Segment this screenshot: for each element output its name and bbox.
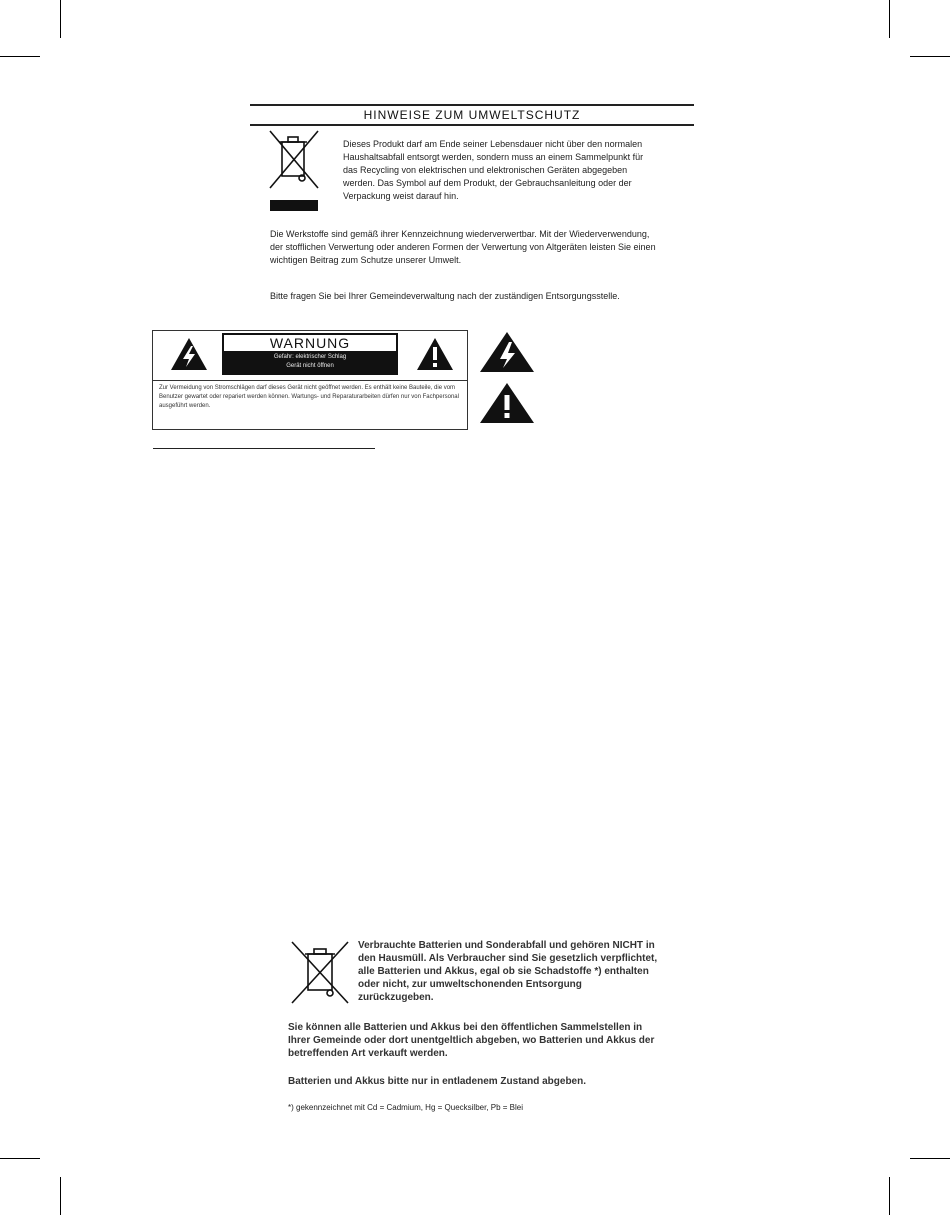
warning-body: Zur Vermeidung von Stromschlägen darf dieses Gerät nicht geöffnet werden. Es enthält keine Bauteile, die vom Benutzer gewartet oder repariert werden können. Wartungs- und Reparaturarbeiten dürfen nur von Fachpersonal ausgeführt werden.	[159, 385, 459, 409]
battery-notice	[282, 935, 660, 1121]
crop-mark	[910, 56, 950, 57]
crop-mark	[0, 56, 40, 57]
environment-paragraph-1: Dieses Produkt darf am Ende seiner Lebensdauer nicht über den normalen Haushaltsabfall entsorgt werden, sondern muss an einem Sammelpunkt für das Recycling von elektrischen und elektronischen Geräten abgegeben werden. Das Symbol auf dem Produkt, der Gebrauchsanleitung oder der Verpackung weist darauf hin.	[343, 139, 644, 201]
solid-bar	[270, 200, 318, 211]
crop-mark	[60, 1177, 61, 1215]
warning-label	[152, 330, 468, 430]
warning-subline-2: Gerät nicht öffnen	[286, 363, 334, 369]
warning-title: WARNUNG	[224, 335, 396, 351]
battery-footnote: *) gekennzeichnet mit Cd = Cadmium, Hg = Quecksilber, Pb = Blei	[288, 1103, 523, 1112]
crop-mark	[0, 1158, 40, 1159]
exclamation-warning-icon	[415, 336, 455, 372]
environment-paragraph-3: Bitte fragen Sie bei Ihrer Gemeindeverwaltung nach der zuständigen Entsorgungsstelle.	[270, 291, 620, 301]
crop-mark	[889, 0, 890, 38]
environment-paragraph-2: Die Werkstoffe sind gemäß ihrer Kennzeichnung wiederverwertbar. Mit der Wiederverwendung, der stofflichen Verwertung oder anderen Formen der Verwertung von Altgeräten leisten Sie einen wichtigen Beitrag zum Schutze unserer Umwelt.	[270, 229, 656, 265]
battery-text-3: Batterien und Akkus bitte nur in entladenem Zustand abgeben.	[288, 1076, 586, 1087]
warning-header	[222, 333, 398, 375]
battery-text-2: Sie können alle Batterien und Akkus bei den öffentlichen Sammelstellen in Ihrer Gemeinde oder dort unentgeltlich abgeben, wo Batterien und Akkus der betreffenden Art verkauft werden.	[288, 1022, 655, 1059]
section-heading: HINWEISE ZUM UMWELTSCHUTZ	[250, 104, 694, 126]
warning-subline-1: Gefahr: elektrischer Schlag	[273, 354, 347, 360]
warning-label-top	[153, 331, 467, 381]
exclamation-triangle-icon	[478, 381, 536, 425]
divider-rule	[153, 448, 375, 449]
lightning-triangle-icon	[478, 330, 536, 374]
lightning-warning-icon	[169, 336, 209, 372]
battery-text-1: Verbrauchte Batterien und Sonderabfall und gehören NICHT in den Hausmüll. Als Verbraucher sind Sie gesetzlich verpflichtet, alle Batterien und Akkus, egal ob sie Schadstoffe *) enthalten oder nicht, zur umweltschonenden Entsorgung zurückzugeben.	[358, 940, 658, 1003]
crossed-wheelie-bin-icon	[288, 939, 352, 1007]
crop-mark	[910, 1158, 950, 1159]
crop-mark	[60, 0, 61, 38]
crop-mark	[889, 1177, 890, 1215]
crossed-wheelie-bin-icon	[266, 128, 322, 192]
